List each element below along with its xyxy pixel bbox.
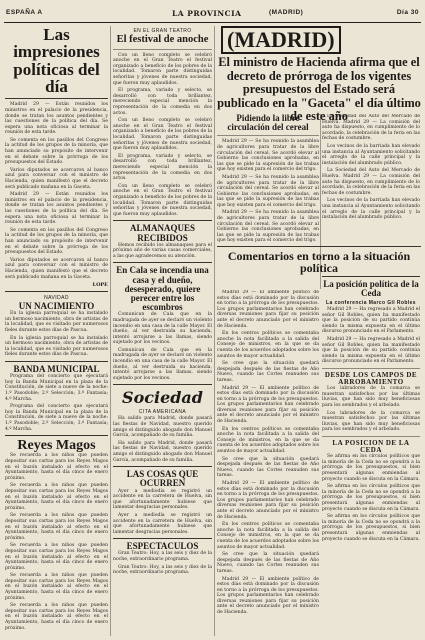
article-text: Los vecinos de la barriada han elevado una instancia al Ayuntamiento solicitando el arreglo de la calle principal y la instalación del alumbrado público.	[322, 143, 420, 166]
article-text: Con un lleno completo se celebró anoche en el Gran Teatro el festival organizado a beneficio de los pobres de la localidad. Tomaron parte distinguidas señoritas y jóvenes de nuestra sociedad, que fueron muy aplaudidos.	[113, 52, 212, 86]
article-text: Madrid 29 — Están reunidos los ministros en el palacio de la presidencia, donde se tratan los asuntos pendientes y las cuestiones de la política del día. Se espera una nota oficiosa al terminar la reunión de esta tarde.	[5, 192, 108, 226]
article-text: Ayer a mediodía se registró un accidente en la carretera de Huelva, sin que afortunadamente hubiese que lamentar desgracias personales.	[113, 512, 212, 535]
headline-cala-fire: En Cala se incendia una casa y el dueño, desesperado, quiere perecer entre los escombros	[116, 265, 209, 313]
column-3	[217, 114, 319, 244]
article-text: Con un lleno completo se celebró anoche en el Gran Teatro el festival organizado a beneficio de los pobres de la localidad. Tomaron parte distinguidas señoritas y jóvenes de nuestra sociedad, que fueron muy aplaudidos.	[113, 118, 212, 152]
article-text: Se comenta en los pasillos del Congreso la actitud de los grupos de la minoría, que han anunciado su propósito de intervenir en el debate sobre la prórroga de los presupuestos del Estado.	[5, 137, 108, 166]
article-text: Se cree que la situación quedará despejada después de las fiestas de Año Nuevo, cuando las Cortes reanuden sus tareas.	[217, 361, 319, 383]
divider	[5, 361, 108, 362]
divider	[113, 220, 212, 221]
section-kicker: La conferencia Marco Gil Robles	[326, 300, 416, 307]
divider	[113, 538, 212, 539]
article-text: Se recuerda a los niños que pueden depositar sus cartas para los Reyes Magos en el buzón instalado al efecto en el Ayuntamiento, hasta el día cinco de enero próximo.	[5, 483, 108, 511]
article-text: Los vecinos de la barriada han elevado una instancia al Ayuntamiento solicitando el arreglo de la calle principal y la instalación del alumbrado público.	[322, 198, 420, 221]
article-text: Comunican de Cala que en la madrugada de ayer se declaró un violento incendio en una casa de la calle Mayor. El dueño, al ver destruida su hacienda, intentó arrojarse a las llamas, siendo sujetado por los vecinos.	[113, 347, 212, 381]
column-2	[113, 26, 212, 636]
article-text: Madrid 29 — El ambiente político de estos días está dominado por la discusión en torno a la prórroga de los presupuestos. Los grupos parlamentarios han celebrado diversas reuniones para fijar su posición ante el decreto anunciado por el ministro de Hacienda.	[217, 290, 319, 329]
headline-nacimiento: UN NACIMIENTO	[18, 301, 95, 312]
headline-political-impressions: Las impresiones políticas del día	[13, 26, 100, 96]
article-text: Se recuerda a los niños que pueden depositar sus cartas para los Reyes Magos en el buzón instalado al efecto en el Ayuntamiento, hasta el día cinco de enero próximo.	[5, 453, 108, 481]
article-text: Madrid 29 — Están reunidos los ministros en el palacio de la presidencia, donde se tratan los asuntos pendientes y las cuestiones de la política del día. Se espera una nota oficiosa al terminar la reunión de esta tarde.	[5, 102, 108, 136]
headline-libre-circulacion: Pidiendo la libre circulación del cereal	[227, 114, 309, 133]
article-text: Madrid 29 — Se ha reunido la asamblea de agricultores para tratar de la libre circulación del cereal. Se acordó elevar al Gobierno las conclusiones aprobadas, en las que se pide la supresión de las trabas que hoy existen para el comercio del trigo.	[217, 174, 319, 208]
header-date: Día 30	[396, 9, 419, 16]
article-text: La Sociedad del Auto del Mercado de Huelva. Madrid 29 — La comisión del auto ha dispuesto, en cumplimiento de lo acordado, la celebración de la feria en las fechas de costumbre.	[322, 114, 420, 142]
article-text: Gran Teatro: Hoy, a las seis y diez de la noche, extraordinario programa.	[113, 551, 212, 563]
article-text: Se afirma en los círculos políticos que la minoría de la Ceda no se opondrá a la prórroga de los presupuestos, si bien presentará algunas enmiendas al proyecto cuando se discuta en la Cámara.	[322, 454, 420, 482]
divider	[5, 291, 108, 292]
article-text: En los centros políticos se comentaba anoche la nota facilitada a la salida del Consejo de ministros, en la que se da cuenta de los acuerdos adoptados sobre los asuntos de mayor actualidad.	[217, 426, 319, 455]
article-text: Comunican de Cala que en la madrugada de ayer se declaró un violento incendio en una casa de la calle Mayor. El dueño, al ver destruida su hacienda, intentó arrojarse a las llamas, siendo sujetado por los vecinos.	[113, 312, 212, 346]
article-text: Se cree que la situación quedará despejada después de las fiestas de Año Nuevo, cuando las Cortes reanuden sus tareas.	[217, 456, 319, 479]
article-text: En los centros políticos se comentaba anoche la nota facilitada a la salida del Consejo de ministros, en la que se da cuenta de los acuerdos adoptados sobre los asuntos de mayor actualidad.	[217, 522, 319, 550]
section-kicker: EN EL GRAN TEATRO	[133, 28, 192, 34]
article-text: El programa, variado y selecto, se desarrolló con toda brillantez, mereciendo especial mención la representación de la comedia en dos actos.	[113, 153, 212, 182]
article-text: Ayer a mediodía se registró un accidente en la carretera de Huelva, sin que afortunadamente hubiese que lamentar desgracias personales.	[113, 488, 212, 511]
article-text: Varios diputados se acercaron al banco azul para conversar con el ministro de Hacienda, quien manifestó que el decreto será publicado mañana en la Gaceta.	[5, 257, 108, 280]
article-text: Madrid 29 — El ambiente político de estos días está dominado por la discusión en torno a la prórroga de los presupuestos. Los grupos parlamentarios han celebrado diversas reuniones para fijar su posición ante el decreto anunciado por el ministro de Hacienda.	[217, 576, 319, 616]
article-text: Madrid 29 — El ambiente político de estos días está dominado por la discusión en torno a la prórroga de los presupuestos. Los grupos parlamentarios han celebrado diversas reuniones para fijar su posición ante el decreto anunciado por el ministro de Hacienda.	[217, 481, 319, 520]
article-text: Hemos recibido los almanaques para el próximo año de varias casas comerciales, a las que agradecemos su atención.	[113, 242, 212, 259]
article-text: Programa del concierto que ejecutará hoy la Banda Municipal en la plaza de la Constitución, de siete a nueve de la noche: 1.º Pasodoble; 2.º Selección; 3.º Fantasía; 4.º Marcha.	[5, 404, 108, 432]
article-text: En la iglesia parroquial se ha instalado un hermoso nacimiento, obra de artistas de la localidad, que es visitado por numerosos fieles durante estos días de Pascua.	[5, 335, 108, 358]
headline-campos: DESDE LOS CAMPOS DE ARROBAMIENTO	[324, 370, 418, 387]
divider	[217, 135, 319, 136]
headline-comentarios: Comentarios en torno a la situación política	[227, 249, 411, 276]
divider	[113, 384, 212, 385]
article-text: En los centros políticos se comentaba anoche la nota facilitada a la salida del Consejo de ministros, en la que se da cuenta de los acuerdos adoptados sobre los asuntos de mayor actualidad.	[217, 331, 319, 359]
headline-espectaculos: ESPECTACULOS	[126, 541, 199, 552]
section-kicker: CITA AMERICANA	[138, 409, 187, 416]
headline-las-cosas: LAS COSAS QUE OCURREN	[126, 469, 199, 489]
article-text: Gran Teatro: Hoy, a las seis y diez de la noche, extraordinario programa.	[113, 564, 212, 576]
section-kicker: NAVIDAD	[44, 295, 69, 302]
article-text: Con un lleno completo se celebró anoche en el Gran Teatro el festival organizado a beneficio de los pobres de la localidad. Tomaron parte distinguidas señoritas y jóvenes de nuestra sociedad, que fueron muy aplaudidos.	[113, 183, 212, 217]
article-text: Se afirma en los círculos políticos que la minoría de la Ceda no se opondrá a la prórroga de los presupuestos, si bien presentará algunas enmiendas al proyecto cuando se discuta en la Cámara.	[322, 514, 420, 542]
main-headline: El ministro de Hacienda afirma que el decreto de prórroga de los vigentes presupuestos del Estado será publicado en la "Gaceta" el día último de este año	[217, 55, 421, 123]
main-headline-block	[217, 26, 421, 123]
divider	[5, 435, 108, 436]
article-signature: LOPE	[92, 282, 108, 289]
divider	[5, 98, 108, 99]
article-text: Se comenta en los pasillos del Congreso la actitud de los grupos de la minoría, que han anunciado su propósito de intervenir en el debate sobre la prórroga de los presupuestos del Estado.	[5, 227, 108, 256]
headline-posicion-ceda: La posición política de la Ceda	[323, 278, 419, 298]
article-text: En la iglesia parroquial se ha instalado un hermoso nacimiento, obra de artistas de la localidad, que es visitado por numerosos fieles durante estos días de Pascua.	[5, 311, 108, 334]
article-text: Ha salido para Madrid, donde pasará las fiestas de Navidad, nuestro querido amigo el distinguido abogado don Manuel García, acompañado de su familia.	[113, 416, 212, 439]
headline-reyes-magos: Reyes Magos	[17, 438, 96, 454]
divider	[322, 276, 420, 277]
headline-la-posicion: LA POSICION DE LA CEDA	[332, 438, 410, 455]
article-text: Madrid 29 — Se ha reunido la asamblea de agricultores para tratar de la libre circulación del cereal. Se acordó elevar al Gobierno las conclusiones aprobadas, en las que se pide la supresión de las trabas que hoy existen para el comercio del trigo.	[217, 210, 319, 244]
divider	[322, 436, 420, 437]
article-text: El programa, variado y selecto, se desarrolló con toda brillantez, mereciendo especial mención la representación de la comedia en dos actos.	[113, 88, 212, 116]
column-4	[322, 114, 420, 636]
article-text: Se afirma en los círculos políticos que la minoría de la Ceda no se opondrá a la prórroga de los presupuestos, si bien presentará algunas enmiendas al proyecto cuando se discuta en la Cámara.	[322, 484, 420, 512]
article-text: Los labradores de la comarca se muestran satisfechos por las últimas lluvias, que han sido muy beneficiosas para los sembrados y el arbolado.	[322, 386, 420, 408]
article-text: Los labradores de la comarca se muestran satisfechos por las últimas lluvias, que han sido muy beneficiosas para los sembrados y el arbolado.	[322, 410, 420, 433]
article-text: Se recuerda a los niños que pueden depositar sus cartas para los Reyes Magos en el buzón instalado al efecto en el Ayuntamiento, hasta el día cinco de enero próximo.	[5, 573, 108, 601]
article-text: Madrid 29 — Se ha reunido la asamblea de agricultores para tratar de la libre circulación del cereal. Se acordó elevar al Gobierno las conclusiones aprobadas, en las que se pide la supresión de las trabas que hoy existen para el comercio del trigo.	[217, 139, 319, 173]
article-text: Madrid 29 — Ha regresado a Madrid el señor Gil Robles, quien ha manifestado que la posición de su partido continúa siendo la misma expuesta en el último discurso pronunciado en el Parlamento.	[322, 307, 420, 335]
column-rule	[214, 26, 215, 636]
article-text: Madrid 29 — Ha regresado a Madrid el señor Gil Robles, quien ha manifestado que la posición de su partido continúa siendo la misma expuesta en el último discurso pronunciado en el Parlamento.	[322, 337, 420, 365]
headline-festival: El festival de anoche	[116, 34, 209, 45]
page-header	[4, 8, 421, 23]
section-sociedad: Sociedad	[122, 388, 203, 408]
column-3-lower	[217, 290, 319, 636]
article-text: Se recuerda a los niños que pueden depositar sus cartas para los Reyes Magos en el buzón instalado al efecto en el Ayuntamiento, hasta el día cinco de enero próximo.	[5, 543, 108, 571]
header-section: ESPAÑA A	[6, 9, 43, 16]
divider	[113, 49, 212, 50]
article-text: Varios diputados se acercaron al banco azul para conversar con el ministro de Hacienda, quien manifestó que el decreto será publicado mañana en la Gaceta.	[5, 167, 108, 190]
headline-almanaques: ALMANAQUES RECIBIDOS	[129, 223, 195, 243]
divider	[113, 466, 212, 467]
column-rule	[110, 26, 111, 636]
headline-banda-municipal: BANDA MUNICIPAL	[13, 364, 100, 375]
article-text: Se recuerda a los niños que pueden depositar sus cartas para los Reyes Magos en el buzón instalado al efecto en el Ayuntamiento, hasta el día cinco de enero próximo.	[5, 513, 108, 541]
article-text: Se cree que la situación quedará despejada después de las fiestas de Año Nuevo, cuando las Cortes reanuden sus tareas.	[217, 552, 319, 574]
article-text: La Sociedad del Auto del Mercado de Huelva. Madrid 29 — La comisión del auto ha dispuesto, en cumplimiento de lo acordado, la celebración de la feria en las fechas de costumbre.	[322, 168, 420, 196]
article-text: Ha salido para Madrid, donde pasará las fiestas de Navidad, nuestro querido amigo el distinguido abogado don Manuel García, acompañado de su familia.	[113, 440, 212, 463]
header-city: (MADRID)	[269, 9, 304, 16]
column-1	[5, 26, 108, 636]
article-text: Programa del concierto que ejecutará hoy la Banda Municipal en la plaza de la Constitución, de siete a nueve de la noche: 1.º Pasodoble; 2.º Selección; 3.º Fantasía; 4.º Marcha.	[5, 374, 108, 402]
city-box: (MADRID)	[221, 26, 341, 54]
article-text: Madrid 29 — El ambiente político de estos días está dominado por la discusión en torno a la prórroga de los presupuestos. Los grupos parlamentarios han celebrado diversas reuniones para fijar su posición ante el decreto anunciado por el ministro de Hacienda.	[217, 385, 319, 425]
article-text: Se recuerda a los niños que pueden depositar sus cartas para los Reyes Magos en el buzón instalado al efecto en el Ayuntamiento, hasta el día cinco de enero próximo.	[5, 603, 108, 631]
divider	[322, 368, 420, 369]
divider	[113, 262, 212, 263]
header-masthead: LA PROVINCIA	[172, 9, 242, 18]
